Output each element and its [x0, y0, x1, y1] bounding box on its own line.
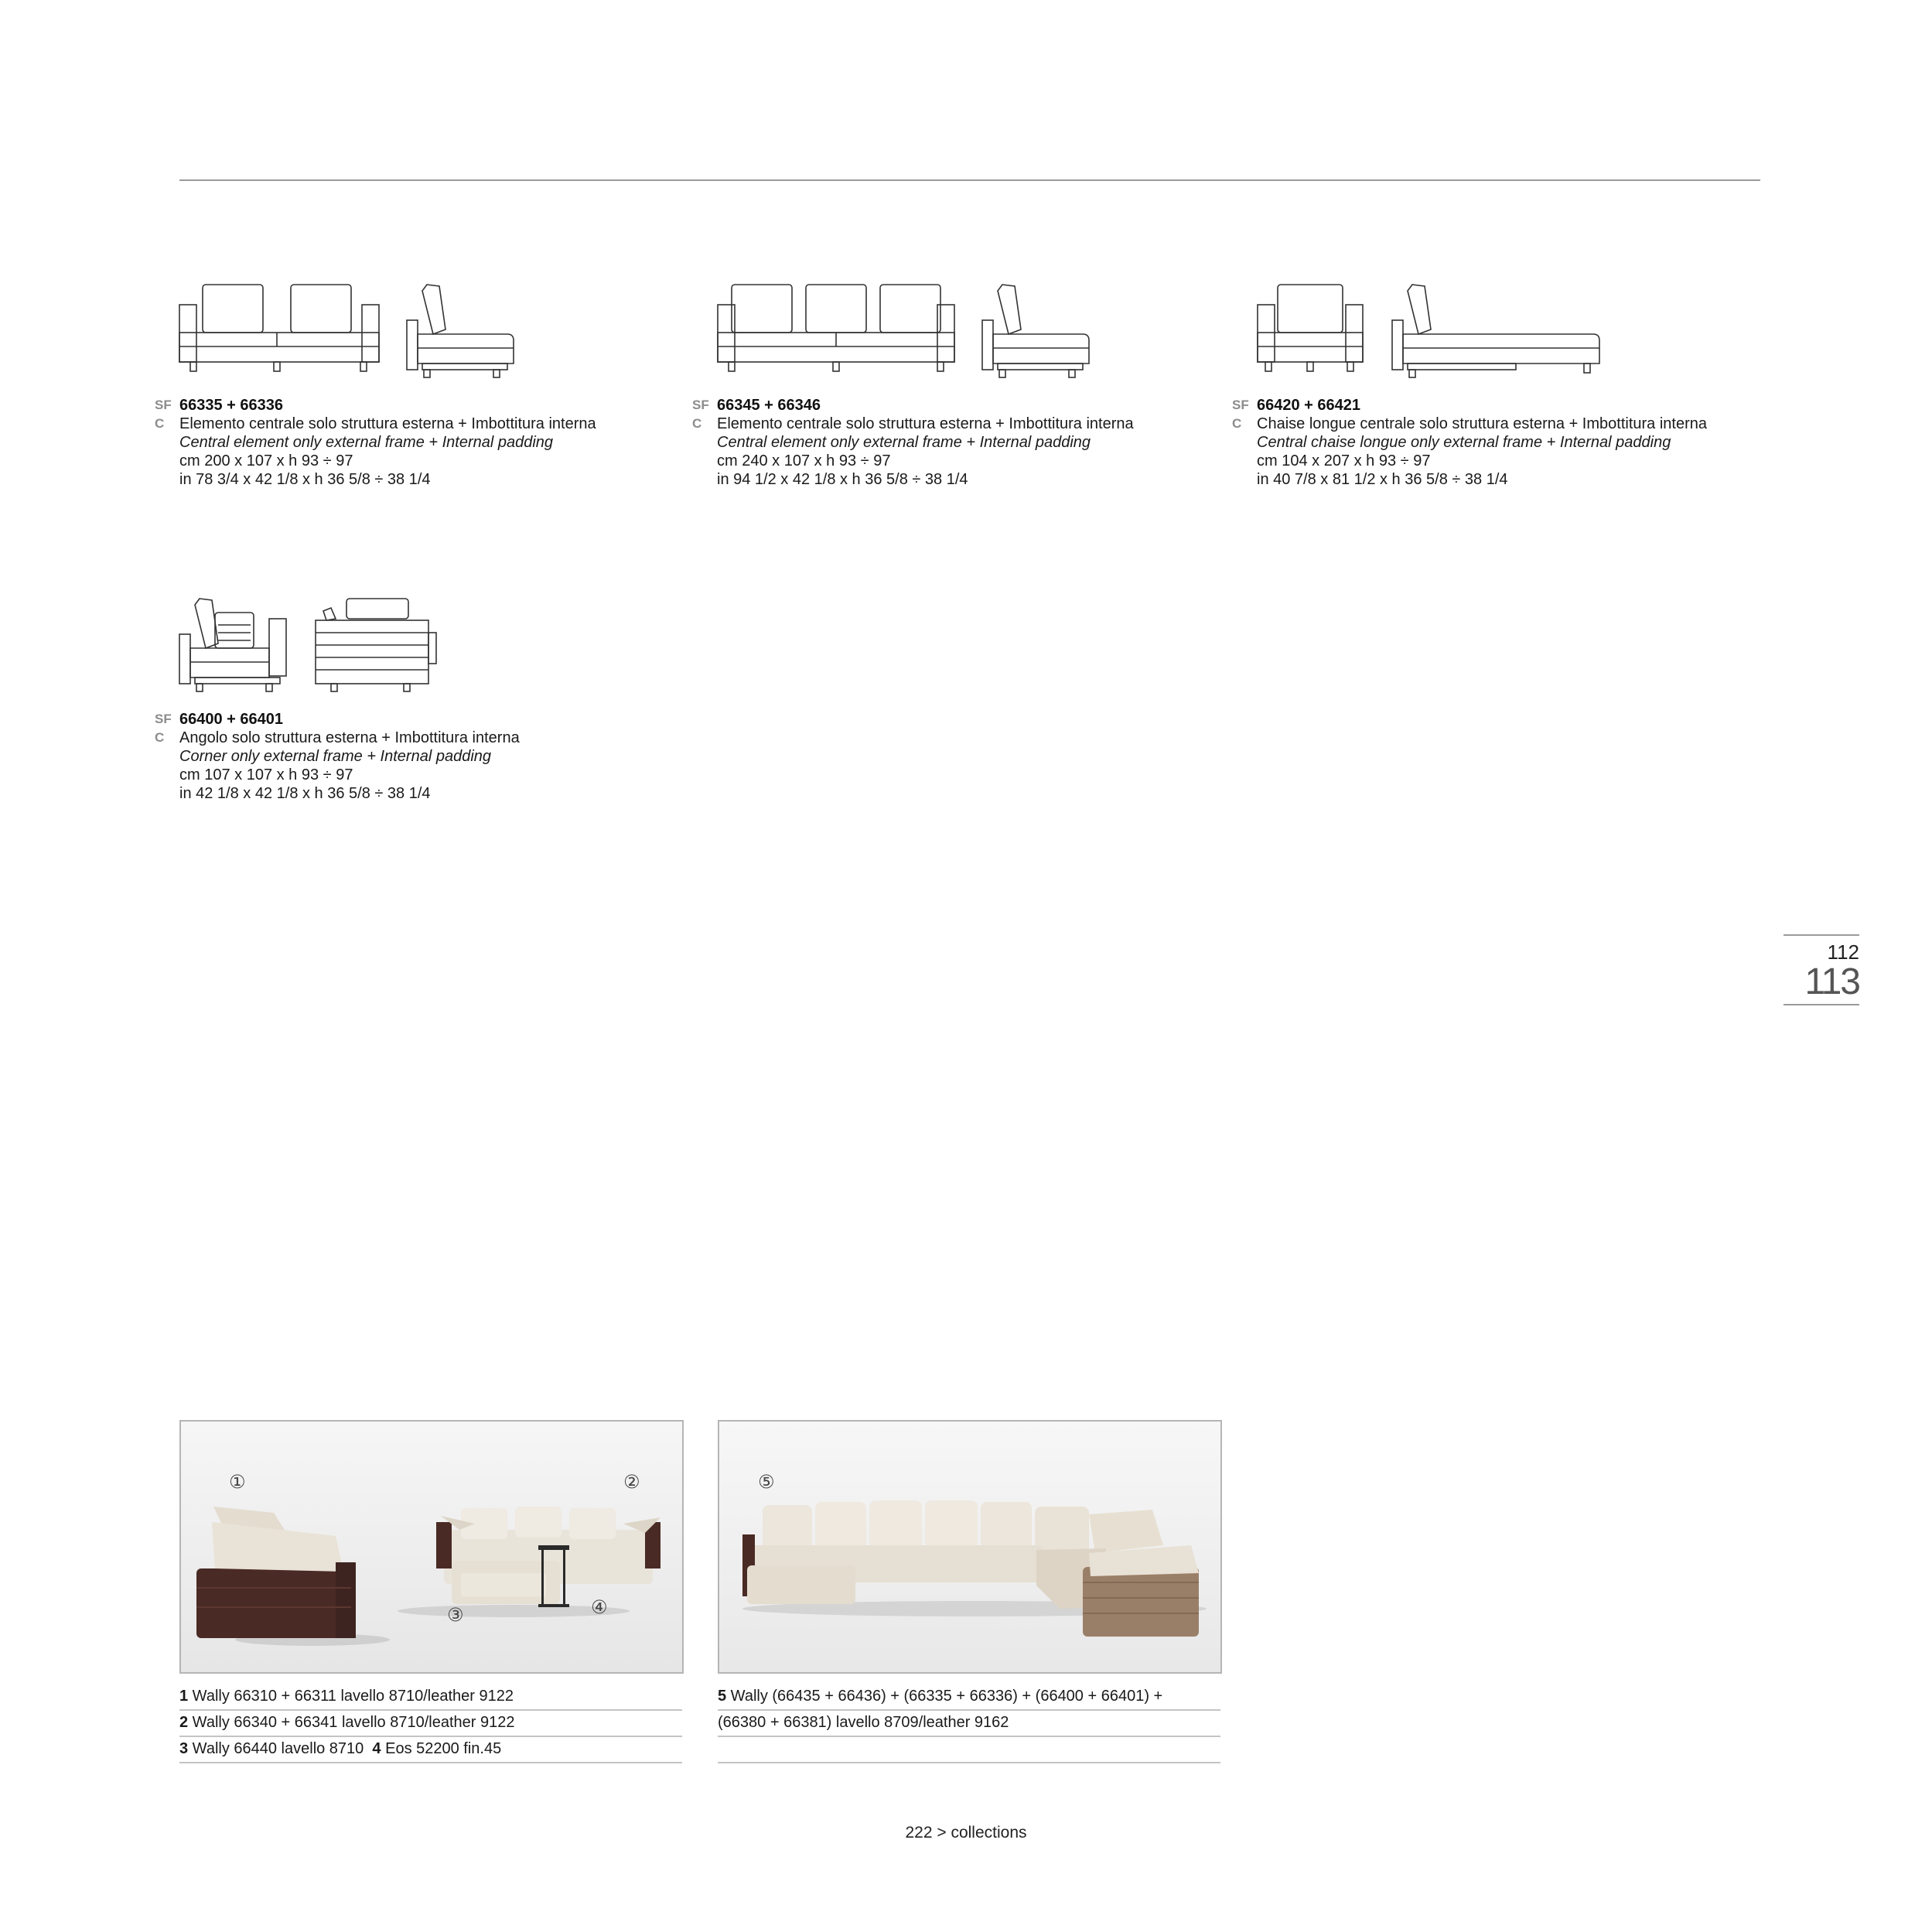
tag-sf: SF — [692, 398, 709, 412]
caption-num: 5 — [718, 1688, 727, 1705]
dims-cm: cm 240 x 107 x h 93 ÷ 97 — [717, 452, 891, 469]
name-english: Central element only external frame + Internal padding — [179, 434, 554, 451]
photo-label-1: ① — [229, 1472, 246, 1493]
page-number-right: 113 — [1804, 961, 1859, 1002]
top-rule — [179, 179, 1760, 181]
dims-cm: cm 104 x 207 x h 93 ÷ 97 — [1257, 452, 1431, 469]
product-code: 66345 + 66346 — [717, 397, 821, 414]
caption-num: 1 — [179, 1688, 189, 1705]
tag-sf: SF — [155, 712, 172, 726]
photo-label-2: ② — [623, 1472, 640, 1493]
caption-row — [718, 1685, 1220, 1711]
caption-row — [179, 1737, 682, 1763]
caption-num: 4 — [372, 1740, 381, 1757]
footer-page-label: 222 > collections — [905, 1824, 1027, 1842]
sofa-front-drawing — [178, 283, 381, 381]
page-number-left: 112 — [1827, 940, 1859, 964]
name-english: Corner only external frame + Internal padding — [179, 748, 492, 765]
caption-text: Eos 52200 fin.45 — [381, 1740, 502, 1757]
caption-text: Wally (66435 + 66436) + (66335 + 66336) + (66400 + 66401) + — [726, 1688, 1163, 1705]
dims-cm: cm 200 x 107 x h 93 ÷ 97 — [179, 452, 353, 469]
name-english: Central element only external frame + Internal padding — [717, 434, 1091, 451]
corner-front-drawing — [178, 597, 289, 696]
photo-right-illustration — [719, 1422, 1220, 1672]
dims-cm: cm 107 x 107 x h 93 ÷ 97 — [179, 766, 353, 783]
dims-in: in 78 3/4 x 42 1/8 x h 36 5/8 ÷ 38 1/4 — [179, 471, 431, 488]
photo-left-illustration — [181, 1422, 682, 1672]
name-italian: Elemento centrale solo struttura esterna + Imbottitura interna — [179, 415, 596, 432]
captions-right — [718, 1685, 1220, 1763]
photo-label-4: ④ — [591, 1597, 608, 1618]
caption-text: Wally 66340 + 66341 lavello 8710/leather 9122 — [188, 1714, 515, 1731]
dims-in: in 42 1/8 x 42 1/8 x h 36 5/8 ÷ 38 1/4 — [179, 785, 431, 802]
tag-sf: SF — [1232, 398, 1249, 412]
caption-num: 3 — [179, 1740, 189, 1757]
page-number-rule-top — [1784, 934, 1859, 936]
caption-row — [718, 1737, 1220, 1763]
tag-c: C — [692, 416, 702, 431]
corner-back-drawing — [312, 597, 441, 696]
name-italian: Chaise longue centrale solo struttura esterna + Imbottitura interna — [1257, 415, 1707, 432]
product-code: 66420 + 66421 — [1257, 397, 1361, 414]
name-italian: Angolo solo struttura esterna + Imbottitura interna — [179, 729, 520, 746]
caption-text: Wally 66440 lavello 8710 — [188, 1740, 373, 1757]
chaise-front-drawing — [1256, 283, 1364, 381]
product-code: 66335 + 66336 — [179, 397, 284, 414]
page-number-rule-bottom — [1784, 1004, 1859, 1005]
caption-row — [179, 1711, 682, 1737]
caption-text: (66380 + 66381) lavello 8709/leather 9162 — [718, 1714, 1009, 1731]
photo-label-3: ③ — [447, 1605, 464, 1626]
tag-sf: SF — [155, 398, 172, 412]
name-italian: Elemento centrale solo struttura esterna + Imbottitura interna — [717, 415, 1134, 432]
caption-row — [179, 1685, 682, 1711]
caption-num: 2 — [179, 1714, 189, 1731]
photo-label-5: ⑤ — [758, 1472, 775, 1493]
chaise-side-drawing — [1391, 283, 1601, 381]
tag-c: C — [155, 730, 165, 745]
sofa-front-drawing — [716, 283, 956, 381]
caption-row — [718, 1711, 1220, 1737]
tag-c: C — [1232, 416, 1242, 431]
tag-c: C — [155, 416, 165, 431]
dims-in: in 40 7/8 x 81 1/2 x h 36 5/8 ÷ 38 1/4 — [1257, 471, 1508, 488]
photo-left — [179, 1420, 684, 1674]
caption-text: Wally 66310 + 66311 lavello 8710/leather 9122 — [188, 1688, 514, 1705]
photo-right — [718, 1420, 1222, 1674]
sofa-side-drawing — [981, 283, 1092, 381]
captions-left — [179, 1685, 682, 1763]
name-english: Central chaise longue only external frame + Internal padding — [1257, 434, 1671, 451]
product-code: 66400 + 66401 — [179, 711, 284, 728]
sofa-side-drawing — [405, 283, 517, 381]
dims-in: in 94 1/2 x 42 1/8 x h 36 5/8 ÷ 38 1/4 — [717, 471, 968, 488]
